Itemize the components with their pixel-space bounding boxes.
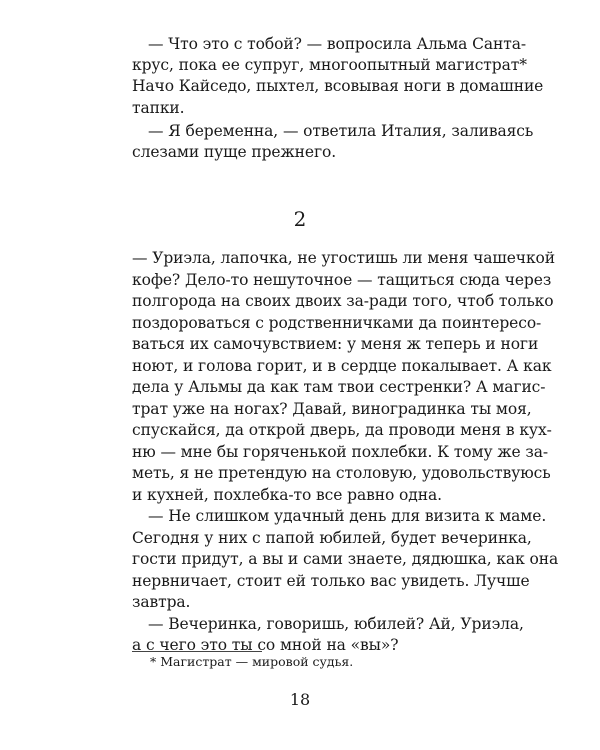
text-line: Начо Кайседо, пыхтел, всовывая ноги в домашние <box>132 77 544 95</box>
text-line: — Уриэла, лапочка, не угостишь ли меня чашечкой <box>132 249 555 267</box>
text-line: — Вечеринка, говоришь, юбилей? Ай, Уриэла, <box>148 615 524 633</box>
text-line: полгорода на своих двоих за-ради того, чтоб только <box>132 292 554 310</box>
text-line: Сегодня у них с папой юбилей, будет вечеринка, <box>132 529 532 547</box>
text-line: поздороваться с родственничками да поинтересо- <box>132 314 542 332</box>
text-line: трат уже на ногах? Давай, виноградинка ты моя, <box>132 400 532 418</box>
text-line: и кухней, похлебка-то все равно одна. <box>132 486 442 504</box>
chapter-number: 2 <box>293 207 307 231</box>
text-line: меть, я не претендую на столовую, удовольствуюсь <box>132 464 551 482</box>
text-line: ню — мне бы горяченькой похлебки. К тому же за- <box>132 443 549 461</box>
text-line: тапки. <box>132 99 185 117</box>
text-line: кофе? Дело-то нешуточное — тащиться сюда через <box>132 271 552 289</box>
text-line: — Что это с тобой? — вопросила Альма Санта- <box>148 35 527 53</box>
footnote: * Магистрат — мировой судья. <box>150 654 354 669</box>
text-line: — Я беременна, — ответила Италия, заливаясь <box>148 122 534 140</box>
text-line: ноют, и голова горит, и в сердце покалывает. А как <box>132 357 552 375</box>
text-line: а с чего это ты со мной на «вы»? <box>132 636 399 654</box>
text-line: ваться их самочувствием: у меня ж теперь и ноги <box>132 335 539 353</box>
text-line: крус, пока ее супруг, многоопытный магистрат* <box>132 56 527 74</box>
footnote-divider <box>132 651 262 652</box>
text-line: дела у Альмы да как там твои сестренки? А магис- <box>132 378 546 396</box>
text-line: завтра. <box>132 593 191 611</box>
text-line: нервничает, стоит ей только вас увидеть. Лучше <box>132 572 530 590</box>
text-line: слезами пуще прежнего. <box>132 143 337 161</box>
text-line: спускайся, да открой дверь, да проводи меня в кух- <box>132 421 552 439</box>
text-line: — Не слишком удачный день для визита к маме. <box>148 507 547 525</box>
text-line: гости придут, а вы и сами знаете, дядюшка, как она <box>132 550 559 568</box>
page-number: 18 <box>289 690 311 709</box>
